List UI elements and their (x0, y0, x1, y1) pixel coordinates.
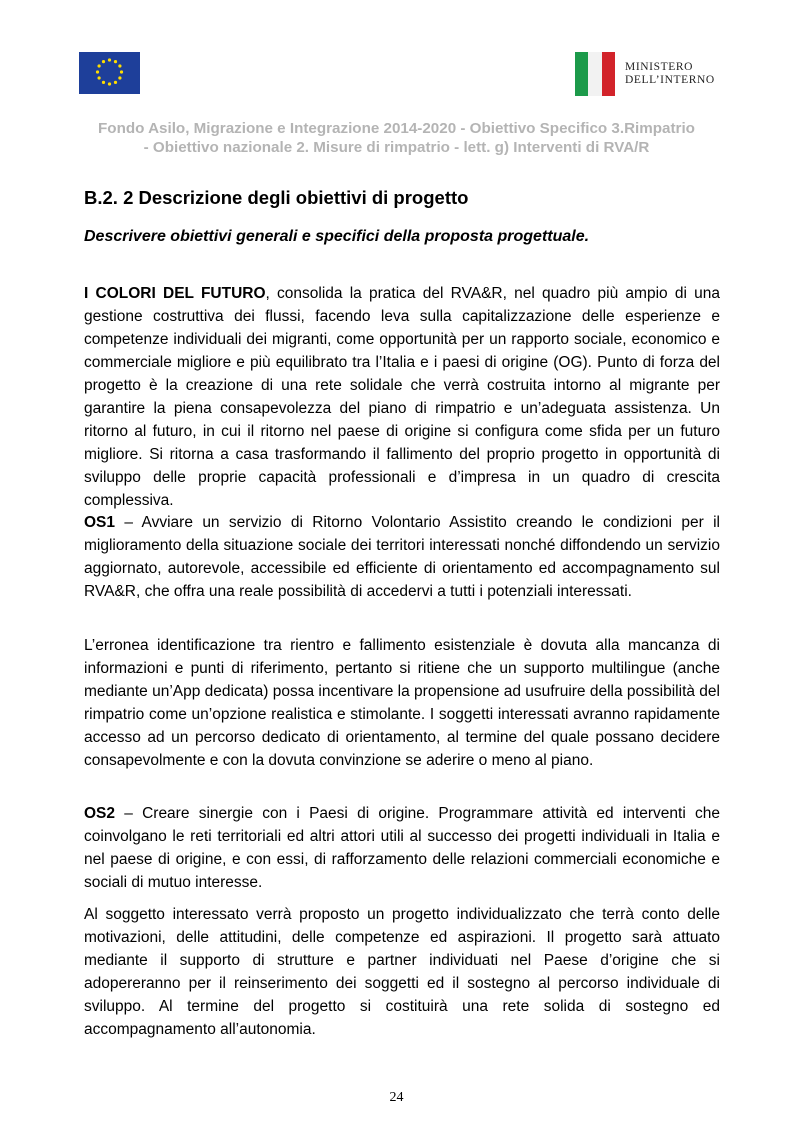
paragraph-os2-detail (84, 903, 720, 1041)
italian-flag-icon (575, 52, 615, 96)
fund-header (60, 119, 733, 157)
paragraph-text: , consolida la pratica del RVA&R, nel quadro più ampio di una gestione costruttiva dei flussi, facendo leva sulla capitalizzazione delle esperienze e competenze individuali dei migranti, come opportunità per un rapporto sociale, economico e commerciale migliore e più equilibrato tra l’Italia e i paesi di origine (OG). Punto di forza del progetto è la creazione di una rete solidale che verrà costruita intorno al migrante per garantire la piena consapevolezza del piano di rimpatrio e un’adeguata assistenza. Un ritorno al futuro, in cui il ritorno nel paese di origine si configura come sfida per un futuro migliore. Si ritorna a casa trasformando il fallimento del proprio progetto in opportunità di sviluppo delle proprie capacità professionali e d’impresa in un quadro di crescita complessiva. (84, 285, 720, 509)
ministry-logo (575, 52, 715, 96)
paragraph-text: Al soggetto interessato verrà proposto un progetto individualizzato che terrà conto delle motivazioni, delle attitudini, delle competenze ed aspirazioni. Il progetto sarà attuato mediante il supporto di strutture e partner individuati nel Paese d’origine che si adopereranno per il reinserimento dei soggetti ed il sostegno al percorso individuale di sviluppo. Al termine del progetto si costituirà una rete solida di sostegno ed accompagnamento all’autonomia. (84, 906, 720, 1038)
paragraph-os1-detail (84, 634, 720, 772)
paragraph-lead: I COLORI DEL FUTURO (84, 285, 266, 302)
section-title: B.2. 2 Descrizione degli obiettivi di progetto (84, 187, 469, 208)
paragraph-intro (84, 282, 720, 512)
paragraph-text: L’erronea identificazione tra rientro e fallimento esistenziale è dovuta alla mancanza di informazioni e punti di riferimento, pertanto si ritiene che un supporto multilingue (anche mediante un’App dedicata) possa incentivare la propensione ad usufruire della possibilità del rimpatrio come un’opzione realistica e stimolante. I soggetti interessati avranno rapidamente accesso ad un percorso dedicato di orientamento, al termine del quale possano decidere consapevolmente e con la dovuta convinzione se aderire o meno al piano. (84, 637, 720, 769)
ministry-line-1: MINISTERO (625, 61, 694, 73)
paragraph-text: – Avviare un servizio di Ritorno Volontario Assistito creando le condizioni per il miglioramento della situazione sociale dei territori interessati nonché diffondendo un servizio aggiornato, autorevole, accessibile ed efficiente di orientamento ed accompagnamento sul RVA&R, che offra una reale possibilità di accedervi a tutti i potenziali interessati. (84, 514, 720, 600)
eu-stars-icon (79, 52, 140, 94)
paragraph-lead: OS2 (84, 805, 116, 822)
paragraph-os1 (84, 511, 720, 603)
eu-flag-logo (79, 52, 140, 94)
paragraph-lead: OS1 (84, 514, 116, 531)
paragraph-text: – Creare sinergie con i Paesi di origine. Programmare attività ed interventi che coinvolgano le reti territoriali ed altri attori utili al successo dei progetti individuali in Italia e nel paese di origine, e con essi, di rafforzamento delle relazioni commerciali economiche e sociali di mutuo interesse. (84, 805, 720, 891)
section-subtitle: Descrivere obiettivi generali e specifici della proposta progettuale. (84, 228, 590, 245)
ministry-line-2: DELL’INTERNO (625, 74, 715, 86)
ministry-name (625, 61, 715, 87)
fund-header-line-2: - Obiettivo nazionale 2. Misure di rimpatrio - lett. g) Interventi di RVA/R (143, 139, 650, 156)
paragraph-os2 (84, 802, 720, 894)
page-number: 24 (389, 1090, 404, 1105)
fund-header-line-1: Fondo Asilo, Migrazione e Integrazione 2014-2020 - Obiettivo Specifico 3.Rimpatrio (98, 120, 695, 137)
